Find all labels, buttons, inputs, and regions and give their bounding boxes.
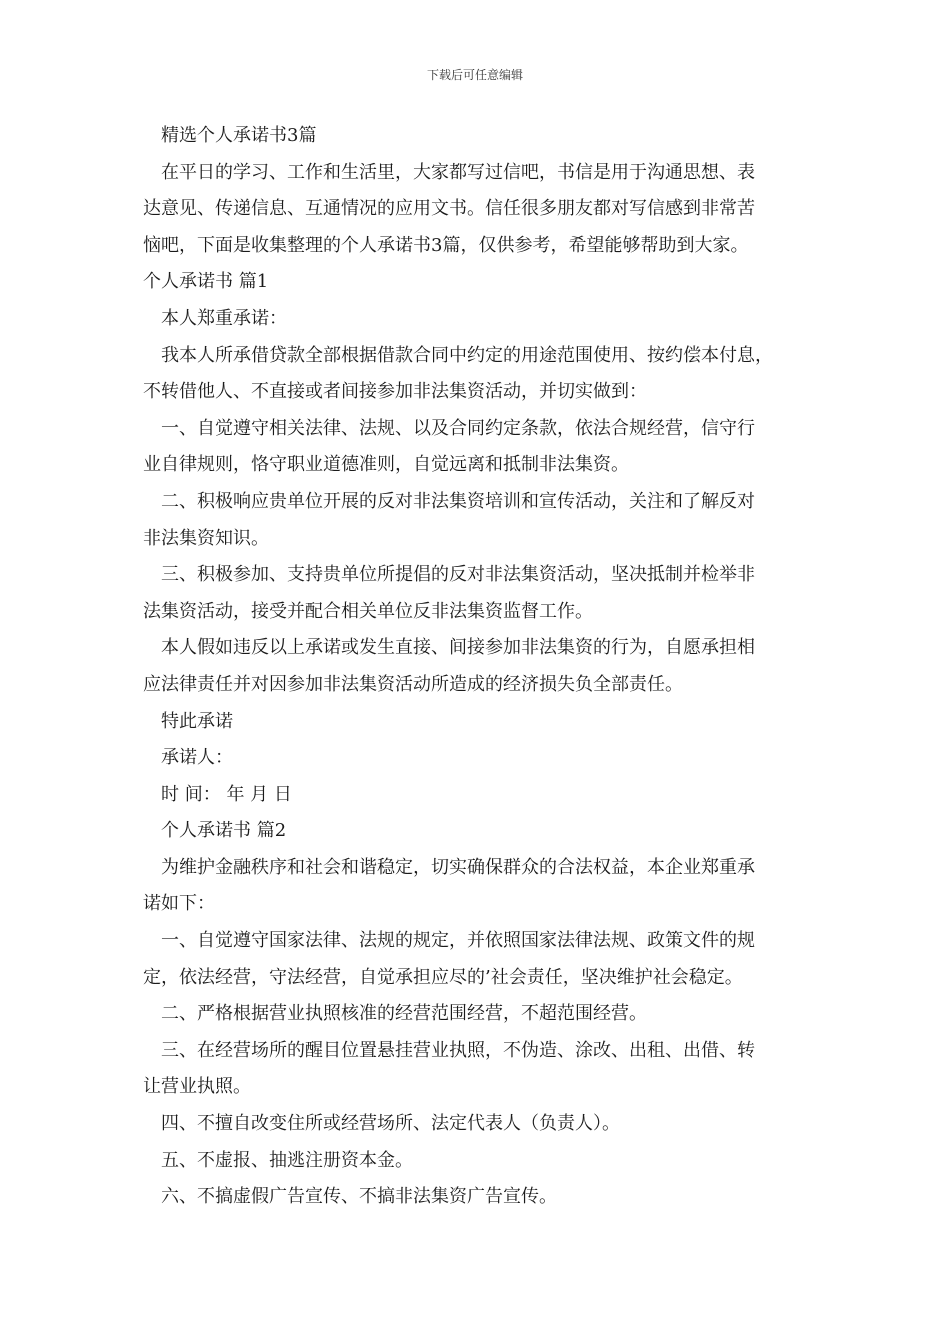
document-line: 为维护金融秩序和社会和谐稳定，切实确保群众的合法权益，本企业郑重承 — [161, 856, 755, 878]
document-body — [143, 118, 823, 1216]
document-line: 我本人所承借贷款全部根据借款合同中约定的用途范围使用、按约偿本付息， — [161, 344, 773, 366]
document-line: 恼吧，下面是收集整理的个人承诺书3篇，仅供参考，希望能够帮助到大家。 — [143, 234, 749, 256]
document-line: 六、不搞虚假广告宣传、不搞非法集资广告宣传。 — [161, 1186, 557, 1208]
document-line: 二、积极响应贵单位开展的反对非法集资培训和宣传活动，关注和了解反对 — [161, 490, 755, 512]
document-line: 二、严格根据营业执照核准的经营范围经营，不超范围经营。 — [161, 1003, 647, 1025]
document-line: 五、不虚报、抽逃注册资本金。 — [161, 1149, 413, 1171]
document-line: 诺如下： — [143, 893, 215, 915]
document-line: 让营业执照。 — [143, 1076, 251, 1098]
document-line: 一、自觉遵守国家法律、法规的规定，并依照国家法律法规、政策文件的规 — [161, 930, 755, 952]
document-line: 三、在经营场所的醒目位置悬挂营业执照，不伪造、涂改、出租、出借、转 — [161, 1039, 755, 1061]
document-line: 个人承诺书 篇2 — [161, 820, 287, 842]
document-line: 时 间： 年 月 日 — [161, 783, 292, 805]
page-header: 下载后可任意编辑 — [426, 68, 523, 82]
document-line: 非法集资知识。 — [143, 527, 269, 549]
document-line: 达意见、传递信息、互通情况的应用文书。信任很多朋友都对写信感到非常苦 — [143, 198, 755, 220]
document-line: 法集资活动，接受并配合相关单位反非法集资监督工作。 — [143, 600, 593, 622]
document-line: 四、不擅自改变住所或经营场所、法定代表人（负责人）。 — [161, 1113, 620, 1135]
document-line: 本人郑重承诺： — [161, 307, 287, 329]
document-line: 特此承诺 — [161, 710, 233, 732]
document-line: 精选个人承诺书3篇 — [161, 125, 317, 146]
document-line: 定，依法经营，守法经营，自觉承担应尽的’社会责任，坚决维护社会稳定。 — [143, 966, 743, 988]
document-line: 个人承诺书 篇1 — [143, 271, 269, 293]
document-line: 一、自觉遵守相关法律、法规、以及合同约定条款，依法合规经营，信守行 — [161, 417, 755, 439]
document-line: 三、积极参加、支持贵单位所提倡的反对非法集资活动，坚决抵制并检举非 — [161, 564, 755, 586]
document-line: 应法律责任并对因参加非法集资活动所造成的经济损失负全部责任。 — [143, 673, 683, 695]
document-line: 承诺人： — [161, 747, 233, 769]
document-line: 本人假如违反以上承诺或发生直接、间接参加非法集资的行为，自愿承担相 — [161, 637, 755, 659]
document-line: 在平日的学习、工作和生活里，大家都写过信吧，书信是用于沟通思想、表 — [161, 161, 755, 183]
document-line: 不转借他人、不直接或者间接参加非法集资活动，并切实做到： — [143, 381, 647, 403]
document-line: 业自律规则，恪守职业道德准则，自觉远离和抵制非法集资。 — [143, 454, 629, 476]
